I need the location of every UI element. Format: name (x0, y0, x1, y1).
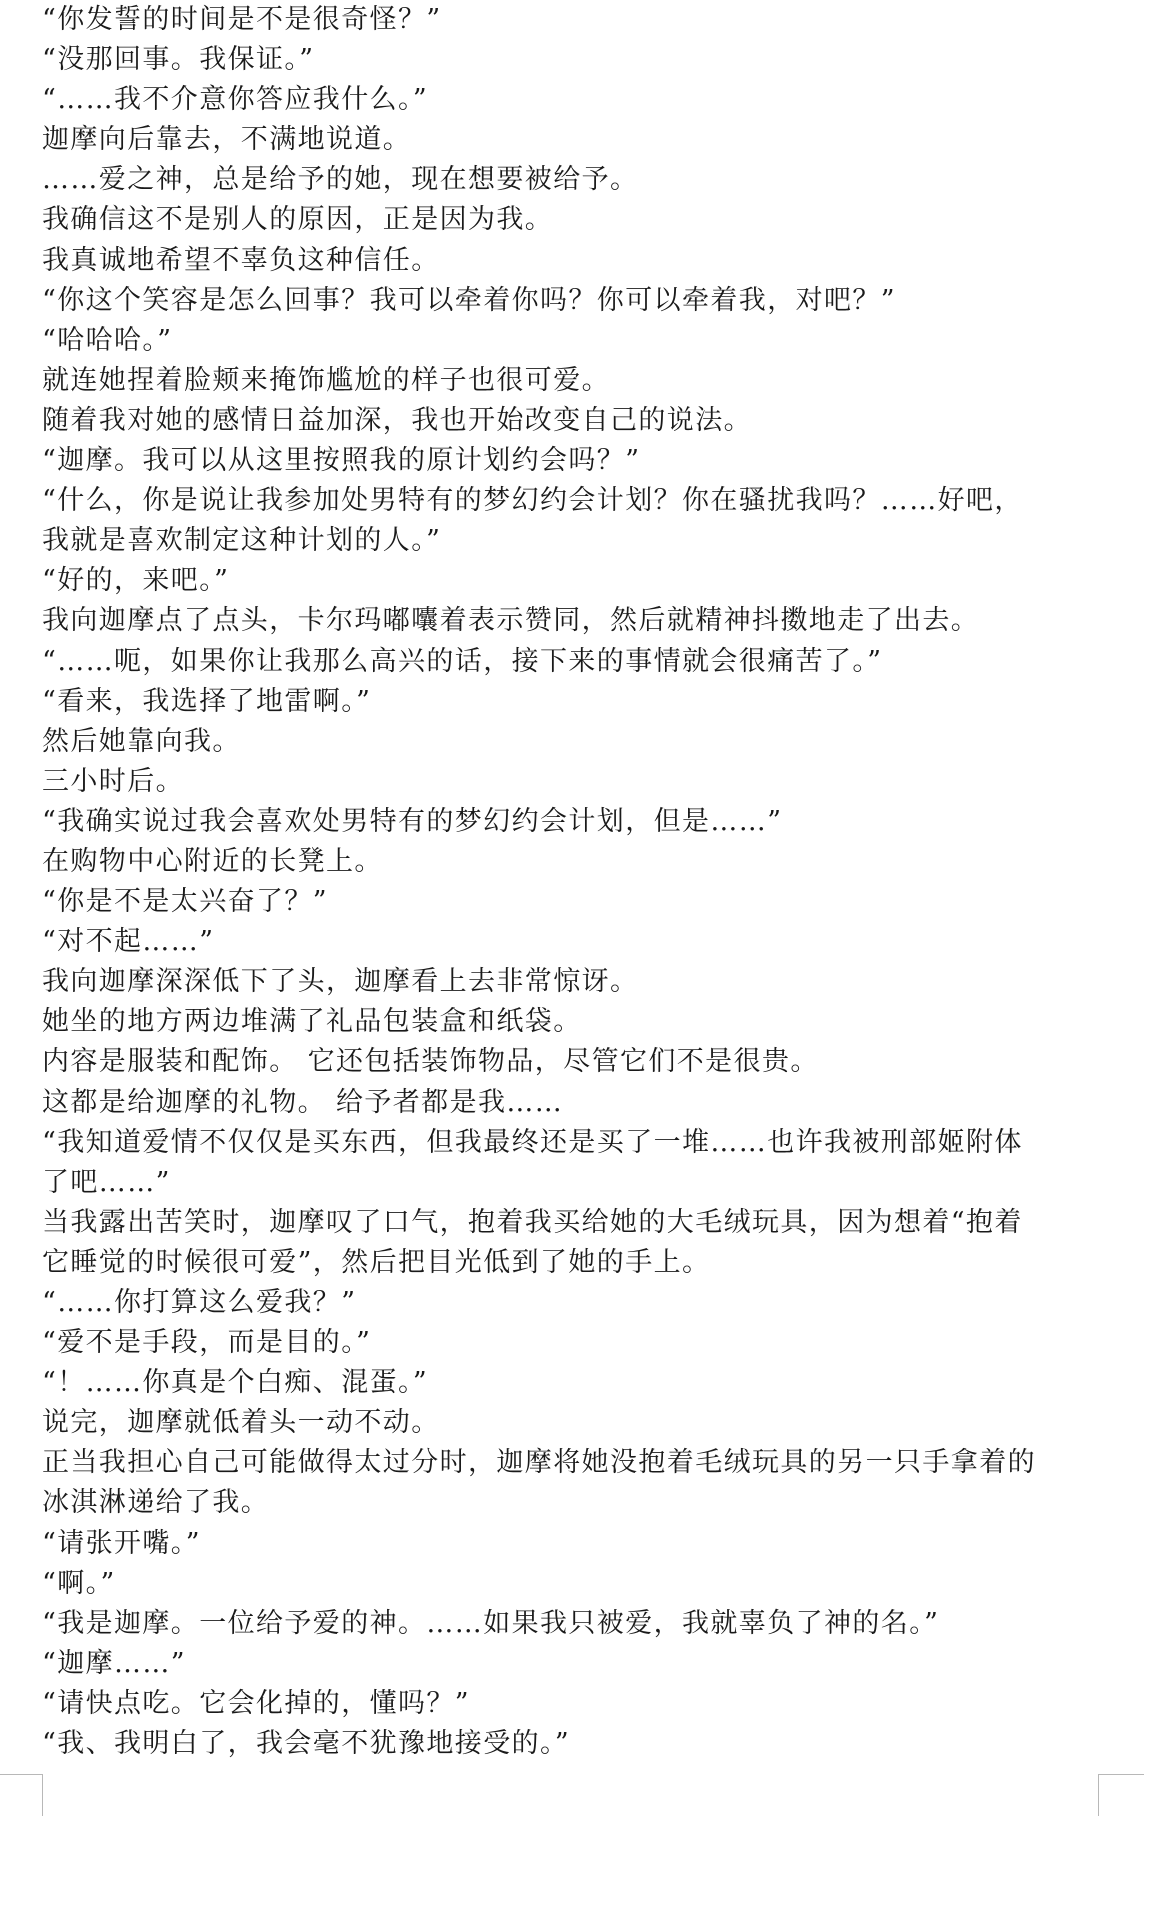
text-line: 我真诚地希望不辜负这种信任。 (42, 244, 440, 276)
page-corner-mark-right-top (1098, 1774, 1144, 1775)
text-line: “你这个笑容是怎么回事？我可以牵着你吗？你可以牵着我，对吧？” (42, 284, 897, 316)
text-line: 冰淇淋递给了我。 (42, 1487, 270, 1519)
text-line: 就连她捏着脸颊来掩饰尴尬的样子也很可爱。 (42, 364, 610, 396)
text-line: 我向迦摩深深低下了头，迦摩看上去非常惊讶。 (42, 966, 639, 998)
text-line: “迦摩……” (42, 1647, 187, 1679)
text-line: 它睡觉的时候很可爱”，然后把目光低到了她的手上。 (42, 1246, 711, 1278)
text-line: “我确实说过我会喜欢处男特有的梦幻约会计划，但是……” (42, 805, 783, 837)
text-line: “请张开嘴。” (42, 1527, 201, 1559)
text-line: “迦摩。我可以从这里按照我的原计划约会吗？” (42, 445, 641, 477)
text-line: “！……你真是个白痴、混蛋。” (42, 1367, 429, 1399)
text-line: 在购物中心附近的长凳上。 (42, 845, 383, 877)
text-line: “……呃，如果你让我那么高兴的话，接下来的事情就会很痛苦了。” (42, 645, 883, 677)
text-line: 她坐的地方两边堆满了礼品包装盒和纸袋。 (42, 1006, 582, 1038)
text-line: “我、我明白了，我会毫不犹豫地接受的。” (42, 1728, 571, 1760)
page-corner-mark-right (1098, 1774, 1141, 1816)
text-line: “对不起……” (42, 926, 215, 958)
text-line: 说完，迦摩就低着头一动不动。 (42, 1407, 440, 1439)
page-corner-mark-left-top (0, 1774, 42, 1775)
text-line: “好的，来吧。” (42, 565, 230, 597)
text-line: “爱不是手段，而是目的。” (42, 1327, 372, 1359)
text-line: 迦摩向后靠去，不满地说道。 (42, 124, 412, 156)
text-line: “我知道爱情不仅仅是买东西，但我最终还是买了一堆……也许我被刑部姬附体 (42, 1126, 1023, 1158)
text-line: “你发誓的时间是不是很奇怪？” (42, 4, 442, 35)
text-line: 三小时后。 (42, 765, 184, 797)
text-line: “我是迦摩。一位给予爱的神。……如果我只被爱，我就辜负了神的名。” (42, 1607, 940, 1639)
text-line: 当我露出苦笑时，迦摩叹了口气，抱着我买给她的大毛绒玩具，因为想着“抱着 (42, 1206, 1023, 1238)
text-line: “你是不是太兴奋了？” (42, 886, 329, 918)
text-line: 我就是喜欢制定这种计划的人。” (42, 525, 442, 557)
text-line: “没那回事。我保证。” (42, 44, 315, 76)
text-line: 然后她靠向我。 (42, 725, 241, 757)
text-line: “看来，我选择了地雷啊。” (42, 685, 372, 717)
text-line: “什么，你是说让我参加处男特有的梦幻约会计划？你在骚扰我吗？……好吧， (42, 485, 1023, 517)
text-line: “请快点吃。它会化掉的，懂吗？” (42, 1687, 471, 1719)
text-line: “啊。” (42, 1567, 116, 1599)
text-line: 这都是给迦摩的礼物。 给予者都是我…… (42, 1086, 564, 1118)
document-body (42, 0, 1122, 1764)
text-line: 了吧……” (42, 1166, 171, 1198)
text-line: 我确信这不是别人的原因，正是因为我。 (42, 204, 554, 236)
text-line: 随着我对她的感情日益加深，我也开始改变自己的说法。 (42, 404, 752, 436)
text-line: 我向迦摩点了点头，卡尔玛嘟囔着表示赞同，然后就精神抖擞地走了出去。 (42, 605, 980, 637)
text-line: 正当我担心自己可能做得太过分时，迦摩将她没抱着毛绒玩具的另一只手拿着的 (42, 1447, 1036, 1479)
text-line: “哈哈哈。” (42, 324, 173, 356)
text-line: “……你打算这么爱我？” (42, 1287, 357, 1318)
text-line: 内容是服装和配饰。 它还包括装饰物品，尽管它们不是很贵。 (42, 1046, 819, 1078)
page-corner-mark-left (0, 1774, 43, 1816)
text-line: ……爱之神，总是给予的她，现在想要被给予。 (42, 164, 639, 196)
text-line: “……我不介意你答应我什么。” (42, 84, 429, 116)
